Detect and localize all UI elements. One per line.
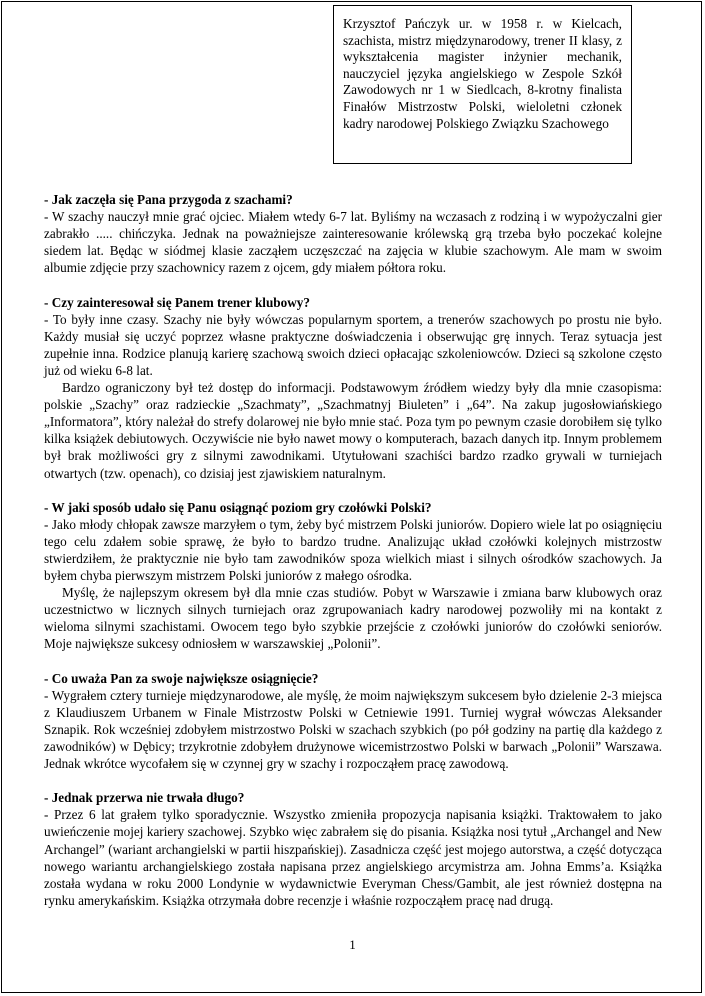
answer-paragraph: - To były inne czasy. Szachy nie były wówczas popularnym sportem, a trenerów szachowych po prostu nie było. Każdy musiał się uczyć poprzez własne praktyczne doświadczenia i obserwując grę innych. Teraz sytuacja jest zupełnie inna. Rodzice planują karierę szachową swoich dzieci opłacając szkoleniowców. Dzieci są szkolone często już od wieku 6-8 lat. bbox=[44, 311, 662, 378]
question-heading: - W jaki sposób udało się Panu osiągnąć poziom gry czołówki Polski? bbox=[44, 499, 432, 515]
answer-paragraph: - Wygrałem cztery turnieje międzynarodowe, ale myślę, że moim największym sukcesem było dzielenie 2-3 miejsca z Klaudiuszem Urbanem w Finale Mistrzostw Polski w Cetniewie 1991. Turniej wygrał wówczas Aleksander Sznapik. Rok wcześniej zdobyłem mistrzostwo Polski w szachach szybkich (po pół godziny na partię dla każdego z zawodników) w Dębicy; trzykrotnie zdobyłem drużynowe wicemistrzostwo Polski w barwach „Polonii” Warszawa. Jednak wkrótce wycofałem się w czynnej gry w szachy i rozpocząłem pracę zawodową. bbox=[44, 687, 662, 772]
interview-section-3 bbox=[44, 499, 662, 653]
answer-paragraph: - Jako młody chłopak zawsze marzyłem o tym, żeby być mistrzem Polski juniorów. Dopiero wiele lat po osiągnięciu tego celu zdałem sobie sprawę, że było to bardzo trudne. Analizując układ czołówki kolejnych mistrzostw stwierdziłem, że praktycznie nie było tam zawodników spoza wielkich miast i silnych ośrodków szachowych. Ja byłem chyba pierwszym mistrzem Polski juniorów z małego ośrodka. bbox=[44, 516, 662, 584]
answer-paragraph: - Przez 6 lat grałem tylko sporadycznie. Wszystko zmieniła propozycja napisania książki. Traktowałem to jako uwieńczenie mojej kariery szachowej. Szybko więc zabrałem się do pisania. Książka nosi tytuł „Archangel and New Archangel” (wariant archangielski w partii hiszpańskiej). Zasadnicza część jest mojego autorstwa, a część dotycząca nowego wariantu archangielskiego została napisana przez angielskiego arcymistrza am. Johna Emms’a. Książka została wydana w roku 2000 Londynie w wydawnictwie Everyman Chess/Gambit, ale jest również dostępna na rynku amerykańskim. Książka otrzymała dobre recenzje i właśnie rozpocząłem pracę nad drugą. bbox=[44, 807, 662, 908]
answer-paragraph: - W szachy nauczył mnie grać ojciec. Miałem wtedy 6-7 lat. Byliśmy na wczasach z rodziną i w wypożyczalni gier zabrakło ..... chińczyka. Jednak na poważniejsze zainteresowanie królewską grą trzeba było poczekać kolejne siedem lat. Będąc w siódmej klasie zacząłem uczęszczać na zajęcia w klubie szachowym. Ale mam w swoim albumie zdjęcie przy szachownicy razem z ojcem, gdy miałem półtora roku. bbox=[44, 209, 662, 276]
author-bio-box bbox=[333, 5, 632, 164]
interview-section-2 bbox=[44, 294, 662, 482]
question-heading: - Jak zaczęła się Pana przygoda z szachami? bbox=[44, 192, 293, 207]
page-number: 1 bbox=[349, 937, 356, 952]
answer-paragraph: Bardzo ograniczony był też dostęp do informacji. Podstawowym źródłem wiedzy były dla mnie czasopisma: polskie „Szachy” oraz radzieckie „Szachmaty”, „Szachmatnyj Biuleten” i „64”. Na zakup jugosłowiańskiego „Informatora”, który należał do strefy dolarowej nie było mnie stać. Poza tym po pewnym czasie dorobiłem się tylko kilka książek debiutowych. Oczywiście nie było nawet mowy o komputerach, bazach danych itp. Innym problemem był brak możliwości gry z silnymi zawodnikami. Utytułowani szachiści bardzo rzadko grywali w turniejach otwartych (tzw. openach), co dzisiaj jest zjawiskiem naturalnym. bbox=[44, 380, 662, 481]
interview-section-4 bbox=[44, 670, 662, 773]
question-heading: - Czy zainteresował się Panem trener klubowy? bbox=[44, 294, 310, 310]
interview-section-1 bbox=[44, 191, 662, 276]
question-heading: - Jednak przerwa nie trwała długo? bbox=[44, 790, 245, 806]
answer-paragraph: Myślę, że najlepszym okresem był dla mnie czas studiów. Pobyt w Warszawie i zmiana barw klubowych oraz uczestnictwo w licznych silnych turniejach oraz zgrupowaniach kadry narodowej pozwoliły mi na kontakt z wieloma silnymi szachistami. Owocem tego było szybkie przejście z czołówki juniorów do czołówki seniorów. Moje największe sukcesy odniosłem w warszawskiej „Polonii”. bbox=[44, 585, 662, 652]
question-heading: - Co uważa Pan za swoje największe osiągnięcie? bbox=[44, 670, 319, 686]
interview-content bbox=[44, 191, 662, 926]
interview-section-5 bbox=[44, 789, 662, 909]
author-bio-text: Krzysztof Pańczyk ur. w 1958 r. w Kielcach, szachista, mistrz międzynarodowy, trener II klasy, z wykształcenia magister inżynier mechanik, nauczyciel języka angielskiego w Zespole Szkół Zawodowych nr 1 w Siedlcach, 8-krotny finalista Finałów Mistrzostw Polski, wieloletni członek kadry narodowej Polskiego Związku Szachowego bbox=[343, 16, 622, 131]
